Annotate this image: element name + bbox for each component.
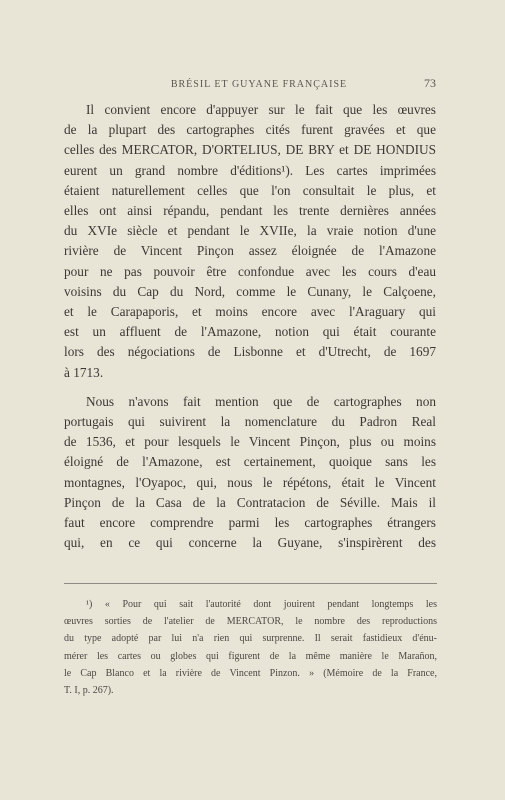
- text-line: portugais qui suivirent la nomenclature du Padron Real: [64, 414, 436, 430]
- text-line: rivière de Vincent Pinçon assez éloignée de l'Amazone: [64, 243, 436, 259]
- footnote-divider: [64, 583, 437, 584]
- text-line: est un affluent de l'Amazone, notion qui était courante: [64, 324, 436, 340]
- footnote-line: T. I, p. 267).: [64, 685, 114, 697]
- text-line: et le Carapaporis, et moins encore avec l'Araguary qui: [64, 304, 436, 320]
- text-line: montagnes, l'Oyapoc, qui, nous le répétons, était le Vincent: [64, 474, 436, 490]
- page-number: 73: [424, 76, 436, 90]
- text-line: elles ont ainsi répandu, pendant les trente dernières années: [64, 203, 436, 219]
- text-line: celles des MERCATOR, D'ORTELIUS, DE BRY et DE HONDIUS: [64, 142, 436, 158]
- paragraph-2: [64, 392, 436, 554]
- text-line: Pinçon de la Casa de la Contratacion de Séville. Mais il: [64, 494, 436, 510]
- footnote-line: le Cap Blanco et la rivière de Vincent Pinzon. » (Mémoire de la France,: [64, 667, 437, 679]
- footnote-line: œuvres sorties de l'atelier de MERCATOR, le nombre des reproductions: [64, 616, 437, 628]
- body-text: [64, 100, 436, 553]
- footnote-line: du type adopté par lui n'a rien qui surprenne. Il serait fastidieux d'énu-: [64, 633, 437, 645]
- paragraph-1: [64, 100, 436, 383]
- running-title: BRÉSIL ET GUYANE FRANÇAISE: [170, 79, 348, 90]
- text-line: Il convient encore d'appuyer sur le fait que les œuvres: [86, 102, 436, 117]
- text-line: voisins du Cap du Nord, comme le Cunany, le Calçoene,: [64, 283, 436, 299]
- text-line: étaient naturellement celles que l'on consultait le plus, et: [64, 182, 436, 198]
- text-line: lors des négociations de Lisbonne et d'Utrecht, de 1697: [64, 344, 436, 360]
- text-line: de la plupart des cartographes cités furent gravées et que: [64, 122, 436, 138]
- running-header: [64, 76, 436, 91]
- text-line: eurent un grand nombre d'éditions¹). Les cartes imprimées: [64, 162, 436, 178]
- text-line: du XVIe siècle et pendant le XVIIe, la vraie notion d'une: [64, 223, 436, 239]
- text-line: qui, en ce qui concerne la Guyane, s'inspirèrent des: [64, 535, 436, 551]
- text-line: pour ne pas pouvoir être confondue avec les cours d'eau: [64, 263, 436, 279]
- footnote-line: mérer les cartes ou globes qui figurent de la même manière le Marañon,: [64, 650, 437, 662]
- footnote: [64, 596, 437, 699]
- text-line: faut encore comprendre parmi les cartographes étrangers: [64, 515, 436, 531]
- text-line: éloigné de l'Amazone, est certainement, quoique sans les: [64, 454, 436, 470]
- text-line: de 1536, et pour lesquels le Vincent Pinçon, plus ou moins: [64, 434, 436, 450]
- footnote-line: ¹) « Pour qui sait l'autorité dont jouirent pendant longtemps les: [86, 599, 437, 610]
- text-line: à 1713.: [64, 364, 104, 380]
- text-line: Nous n'avons fait mention que de cartographes non: [86, 393, 436, 409]
